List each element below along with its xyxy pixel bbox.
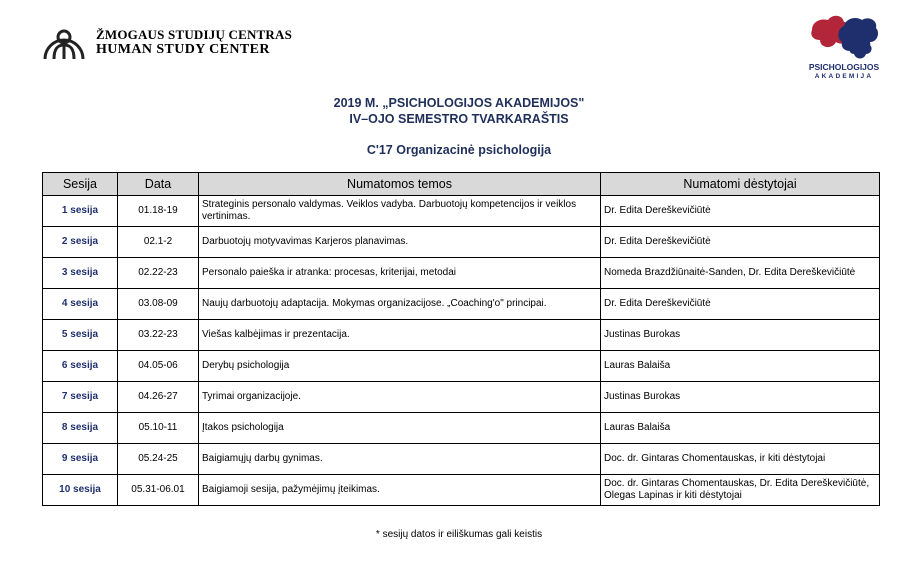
- table-row: [43, 413, 880, 444]
- topic-cell: Baigiamųjų darbų gynimas.: [199, 444, 601, 475]
- table-row: [43, 475, 880, 506]
- document-subtitle: C'17 Organizacinė psichologija: [366, 143, 552, 157]
- session-cell: 10 sesija: [43, 475, 118, 506]
- org-name-lt: ŽMOGAUS STUDIJŲ CENTRAS: [96, 27, 293, 42]
- table-header-row: [43, 173, 880, 196]
- topic-cell: Darbuotojų motyvavimas Karjeros planavimas.: [199, 227, 601, 258]
- date-cell: 03.22-23: [118, 320, 199, 351]
- column-header-session: Sesija: [43, 173, 118, 196]
- footnote: * sesijų datos ir eiliškumas gali keistis: [375, 529, 543, 540]
- lecturer-cell: Nomeda Brazdžiūnaitė-Sanden, Dr. Edita Dereškevičiūtė: [601, 258, 880, 289]
- lecturer-cell: Doc. dr. Gintaras Chomentauskas, Dr. Edita Dereškevičiūtė, Olegas Lapinas ir kiti dėstytojai: [601, 475, 880, 506]
- document-title: 2019 M. „PSICHOLOGIJOS AKADEMIJOS": [333, 96, 585, 110]
- date-cell: 05.24-25: [118, 444, 199, 475]
- date-cell: 04.05-06: [118, 351, 199, 382]
- table-row: [43, 258, 880, 289]
- lecturer-cell: Lauras Balaiša: [601, 351, 880, 382]
- date-cell: 05.10-11: [118, 413, 199, 444]
- logo-right-subtext: AKADEMIJA: [814, 73, 874, 80]
- date-cell: 02.22-23: [118, 258, 199, 289]
- topic-cell: Įtakos psichologija: [199, 413, 601, 444]
- table-row: [43, 444, 880, 475]
- date-cell: 04.26-27: [118, 382, 199, 413]
- lecturer-cell: Dr. Edita Dereškevičiūtė: [601, 227, 880, 258]
- puzzle-logo-icon: [806, 12, 882, 62]
- column-header-topics: Numatomos temos: [199, 173, 601, 196]
- human-study-center-logo: [42, 24, 292, 60]
- session-cell: 4 sesija: [43, 289, 118, 320]
- session-cell: 8 sesija: [43, 413, 118, 444]
- table-row: [43, 227, 880, 258]
- topic-cell: Tyrimai organizacijoje.: [199, 382, 601, 413]
- session-cell: 3 sesija: [43, 258, 118, 289]
- table-row: [43, 289, 880, 320]
- human-figure-emblem-icon: [42, 24, 86, 60]
- table-row: [43, 196, 880, 227]
- column-header-date: Data: [118, 173, 199, 196]
- table-row: [43, 382, 880, 413]
- schedule-table: [42, 172, 880, 506]
- table-row: [43, 320, 880, 351]
- session-cell: 2 sesija: [43, 227, 118, 258]
- session-cell: 5 sesija: [43, 320, 118, 351]
- topic-cell: Strateginis personalo valdymas. Veiklos vadyba. Darbuotojų kompetencijos ir veiklos vertinimas.: [199, 196, 601, 227]
- topic-cell: Baigiamoji sesija, pažymėjimų įteikimas.: [199, 475, 601, 506]
- date-cell: 05.31-06.01: [118, 475, 199, 506]
- document-title-line2: IV–OJO SEMESTRO TVARKARAŠTIS: [349, 112, 569, 126]
- lecturer-cell: Dr. Edita Dereškevičiūtė: [601, 289, 880, 320]
- logo-right-text: PSICHOLOGIJOS: [808, 62, 880, 72]
- lecturer-cell: Justinas Burokas: [601, 320, 880, 351]
- topic-cell: Derybų psichologija: [199, 351, 601, 382]
- session-cell: 1 sesija: [43, 196, 118, 227]
- date-cell: 02.1-2: [118, 227, 199, 258]
- column-header-lecturers: Numatomi dėstytojai: [601, 173, 880, 196]
- topic-cell: Viešas kalbėjimas ir prezentacija.: [199, 320, 601, 351]
- psichologijos-akademija-logo: [806, 12, 886, 84]
- session-cell: 9 sesija: [43, 444, 118, 475]
- session-cell: 6 sesija: [43, 351, 118, 382]
- org-name-en: HUMAN STUDY CENTER: [96, 42, 270, 57]
- lecturer-cell: Doc. dr. Gintaras Chomentauskas, ir kiti dėstytojai: [601, 444, 880, 475]
- lecturer-cell: Dr. Edita Dereškevičiūtė: [601, 196, 880, 227]
- lecturer-cell: Lauras Balaiša: [601, 413, 880, 444]
- lecturer-cell: Justinas Burokas: [601, 382, 880, 413]
- table-row: [43, 351, 880, 382]
- date-cell: 01.18-19: [118, 196, 199, 227]
- session-cell: 7 sesija: [43, 382, 118, 413]
- topic-cell: Naujų darbuotojų adaptacija. Mokymas organizacijose. „Coaching'o" principai.: [199, 289, 601, 320]
- date-cell: 03.08-09: [118, 289, 199, 320]
- topic-cell: Personalo paieška ir atranka: procesas, kriterijai, metodai: [199, 258, 601, 289]
